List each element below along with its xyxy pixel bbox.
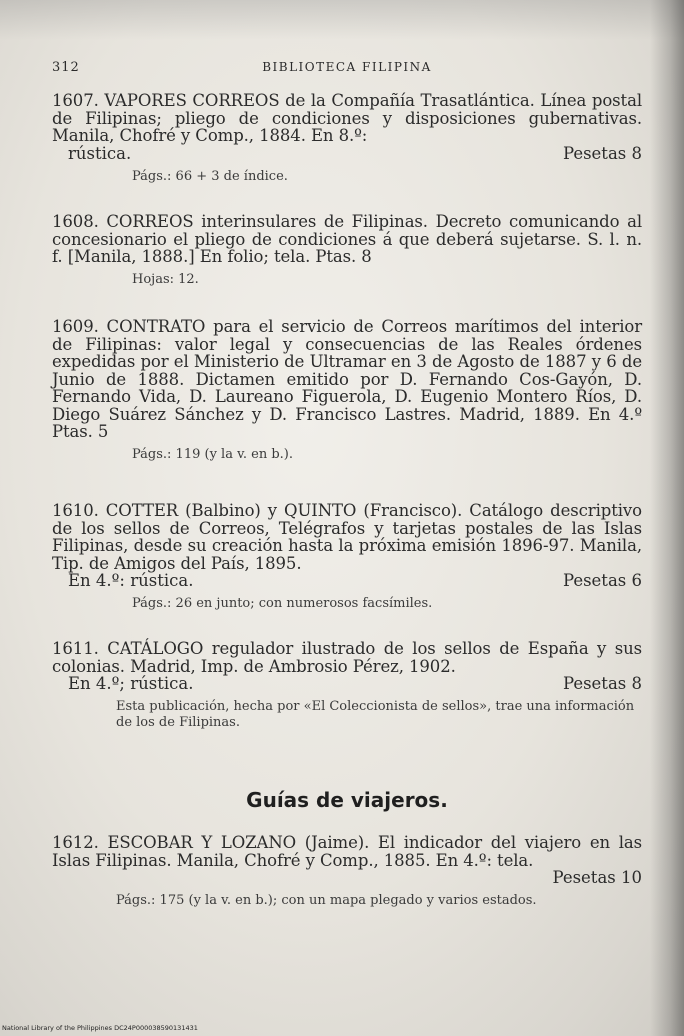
entry-price: Pesetas 8 xyxy=(562,674,642,693)
entry-body: ESCOBAR Y LOZANO (Jaime). El indicador del viajero en las Islas Filipinas. Manila, Chofré y Comp., 1885. En 4.º: tela. xyxy=(52,833,642,870)
scan-credit: National Library of the Philippines DC24P000038590131431 xyxy=(2,1024,198,1032)
entry-text xyxy=(52,92,642,145)
entry-note: Págs.: 175 (y la v. en b.); con un mapa plegado y varios estados. xyxy=(116,893,537,908)
entry-note: Págs.: 119 (y la v. en b.). xyxy=(132,446,294,462)
entry-binding: rústica. xyxy=(68,143,132,163)
entry-number: 1607. xyxy=(52,91,99,110)
entry-body: CATÁLOGO regulador ilustrado de los sellos de España y sus colonias. Madrid, Imp. de Ambrosio Pérez, 1902. xyxy=(52,639,642,676)
entry-body: CONTRATO para el servicio de Correos marítimos del interior de Filipinas: valor legal y consecuencias de las Reales órdenes expedidas por el Ministerio de Ultramar en 3 de Agosto de 1887 y 6 de Junio de 1888. Dictamen emitido por D. Fernando Cos-Gayón, D. Fernando Vida, D. Laureano Figuerola, D. Eugenio Montero Ríos, D. Diego Suárez Sánchez y D. Francisco Lastres. Madrid, 1889. En 4.º Ptas. 5 xyxy=(52,317,642,441)
entry-price-row xyxy=(52,675,642,693)
entry-binding: En 4.º: rústica. xyxy=(68,571,194,590)
entry-body: CORREOS interinsulares de Filipinas. Decreto comunicando al concesionario el pliego de condiciones á que deberá sujetarse. S. l. n. f. [Manila, 1888.] En folio; tela. Ptas. 8 xyxy=(52,212,642,266)
page-top-shadow xyxy=(0,0,684,40)
entry-text xyxy=(52,834,642,869)
entry-price: Pesetas 10 xyxy=(552,868,642,887)
entry-number: 1611. xyxy=(52,639,99,658)
entry-number: 1610. xyxy=(52,501,99,520)
entry-1612 xyxy=(52,834,642,909)
page-gutter-shadow xyxy=(650,0,684,1036)
entry-price: Pesetas 8 xyxy=(562,143,642,163)
entry-1611 xyxy=(52,640,642,731)
entry-body: VAPORES CORREOS de la Compañía Trasatlántica. Línea postal de Filipinas; pliego de condiciones y disposiciones gubernativas. Manila, Chofré y Comp., 1884. En 8.º: xyxy=(52,91,642,145)
entry-price: Pesetas 6 xyxy=(562,571,642,590)
entry-1607 xyxy=(52,92,642,185)
entry-price-row xyxy=(52,869,642,887)
entry-binding: En 4.º; rústica. xyxy=(68,674,194,693)
entry-text xyxy=(52,640,642,675)
running-head xyxy=(52,60,642,82)
entry-number: 1609. xyxy=(52,317,99,336)
entry-price-row xyxy=(52,572,642,590)
entry-1608 xyxy=(52,213,642,288)
entry-note: Hojas: 12. xyxy=(132,271,199,287)
page-number: 312 xyxy=(52,60,80,75)
entry-note: Págs.: 26 en junto; con numerosos facsímiles. xyxy=(132,596,433,611)
entry-note: Págs.: 66 + 3 de índice. xyxy=(132,168,288,184)
section-heading: Guías de viajeros. xyxy=(246,788,448,812)
entry-text xyxy=(52,502,642,572)
entry-text xyxy=(52,318,642,441)
entry-1610 xyxy=(52,502,642,612)
running-title: BIBLIOTECA FILIPINA xyxy=(262,60,432,74)
entry-text xyxy=(52,213,642,266)
entry-note: Esta publicación, hecha por «El Coleccionista de sellos», trae una información de los de Filipinas. xyxy=(116,699,635,730)
entry-1609 xyxy=(52,318,642,463)
entry-number: 1608. xyxy=(52,212,99,231)
entry-number: 1612. xyxy=(52,833,99,852)
entry-body: COTTER (Balbino) y QUINTO (Francisco). Catálogo descriptivo de los sellos de Correos, Telégrafos y tarjetas postales de las Islas Filipinas, desde su creación hasta la próxima emisión 1896-97. Manila, Tip. de Amigos del País, 1895. xyxy=(52,501,642,573)
entry-price-row xyxy=(52,145,642,163)
